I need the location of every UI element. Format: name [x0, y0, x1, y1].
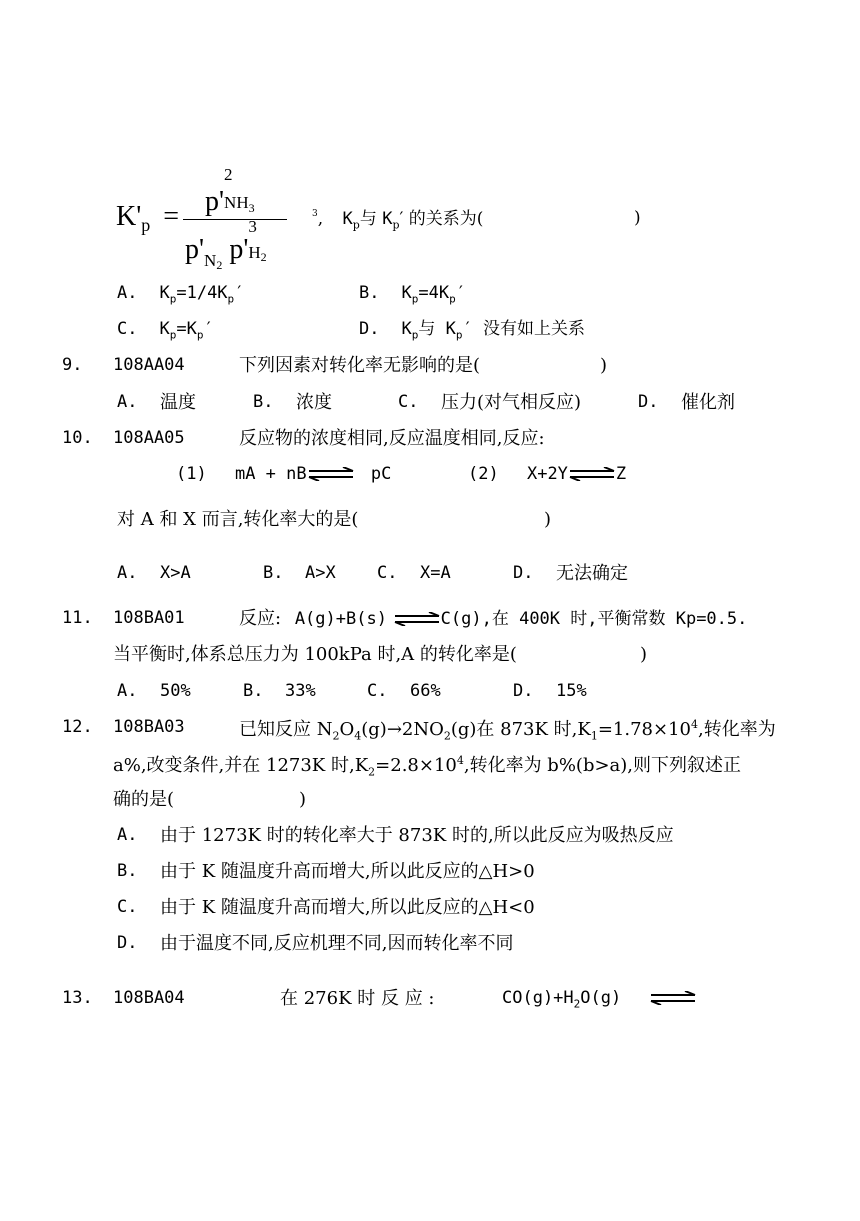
- reaction-left: X+2Y: [526, 464, 568, 484]
- q11-option-a: 50%: [160, 681, 191, 701]
- q13-eq-part: CO(g)+H: [502, 988, 574, 1008]
- q10-question: 对 A 和 X 而言,转化率大的是(: [117, 509, 359, 530]
- q12-sub: 4: [354, 729, 362, 743]
- q9-option-c-letter: C.: [398, 392, 419, 412]
- q10-option-a-letter: A.: [117, 563, 138, 583]
- q12-option-d-letter: D.: [117, 933, 138, 953]
- q12-l2-part: =2.8×10: [375, 755, 457, 776]
- q12-l2-part: ,转化率为 b%(b>a),则下列叙述正: [463, 755, 742, 776]
- q10-option-a: X>A: [160, 563, 191, 583]
- q12-sub: 2: [443, 729, 451, 743]
- q11-eq-left: A(g)+B(s): [294, 609, 387, 629]
- q9-option-d-letter: D.: [638, 392, 659, 412]
- q12-l1-part: ,转化率为: [698, 719, 776, 740]
- lhs-sub: p: [141, 215, 151, 235]
- q11-prefix: 反应:: [239, 608, 282, 629]
- option-sub: p: [455, 328, 463, 342]
- q10-close: ): [544, 509, 552, 530]
- q11-eq-right: C(g),在 400K 时,平衡常数 Kp=0.5.: [440, 609, 748, 629]
- q9-option-d: 催化剂: [681, 392, 735, 413]
- den-exp2: 3: [248, 217, 257, 236]
- q9-text: 下列因素对转化率无影响的是(: [239, 355, 481, 376]
- formula-numerator: [205, 165, 272, 217]
- tail-relation: ′ 的关系为(: [399, 209, 484, 229]
- q12-line2: [113, 755, 741, 778]
- q10-reaction-1: [176, 466, 391, 483]
- formula-denominator: [185, 217, 274, 272]
- reaction-label: (2): [468, 464, 499, 484]
- q11-close: ): [640, 644, 648, 665]
- num-exp: 2: [224, 165, 233, 184]
- q11-option-c-letter: C.: [367, 681, 388, 701]
- q13-equation: [502, 990, 697, 1009]
- equilibrium-arrow-icon: [393, 612, 441, 626]
- tail-k2-sub: p: [392, 218, 400, 232]
- q10-reaction-2: [468, 466, 626, 483]
- q11-option-d: 15%: [556, 681, 587, 701]
- option-prime: ′ 没有如上关系: [462, 319, 585, 339]
- q8-option-d: [359, 321, 585, 340]
- option-sub: p: [449, 292, 456, 306]
- tail-k1-sub: p: [352, 218, 360, 232]
- num-sub: NH: [224, 193, 249, 212]
- num-p: p': [205, 186, 225, 217]
- q10-option-d-letter: D.: [513, 563, 534, 583]
- q12-l1-part: (g)→2NO: [361, 719, 444, 740]
- q13-text: 在 276K 时 反 应 :: [280, 988, 435, 1009]
- q10-option-b: A>X: [305, 563, 336, 583]
- q9-option-b-letter: B.: [253, 392, 274, 412]
- option-prime: ′: [234, 283, 245, 303]
- q13-number: 13.: [62, 988, 93, 1008]
- q12-option-b: 由于 K 随温度升高而增大,所以此反应的△H>0: [160, 861, 535, 882]
- option-k: K: [159, 283, 170, 303]
- option-letter: B.: [359, 283, 380, 303]
- q11-line2: 当平衡时,体系总压力为 100kPa 时,A 的转化率是(: [113, 644, 517, 665]
- equilibrium-arrow-icon: [307, 467, 355, 481]
- q10-option-c-letter: C.: [377, 563, 398, 583]
- num-sub2: 3: [248, 201, 255, 215]
- q12-l1-part: =1.78×10: [597, 719, 691, 740]
- q12-l1-part: 已知反应 N: [239, 719, 333, 740]
- q11-option-b-letter: B.: [243, 681, 264, 701]
- q11-option-d-letter: D.: [513, 681, 534, 701]
- q10-option-b-letter: B.: [263, 563, 284, 583]
- q11-option-a-letter: A.: [117, 681, 138, 701]
- q12-line1: [239, 719, 776, 742]
- den-p1: p': [185, 234, 205, 265]
- q11-number: 11.: [62, 608, 93, 628]
- den-sub1b: 2: [216, 258, 223, 272]
- q9-close: ): [600, 355, 608, 376]
- q11-line1: [239, 610, 747, 628]
- equilibrium-arrow-icon: [568, 467, 616, 481]
- q8-option-c: [117, 321, 214, 340]
- formula-lhs: [116, 203, 179, 234]
- tail-k2: K: [382, 209, 393, 229]
- q12-line3: 确的是(: [113, 789, 175, 810]
- q12-sub: 2: [368, 765, 376, 779]
- tail-k1: K: [342, 209, 353, 229]
- q10-option-d: 无法确定: [556, 563, 628, 584]
- tail-comma: ,: [317, 209, 324, 229]
- q8-option-a: [117, 285, 244, 304]
- option-prime: ′: [203, 319, 214, 339]
- option-letter: D.: [359, 319, 380, 339]
- den-sub1: N: [204, 251, 217, 270]
- formula-tail: [312, 210, 483, 230]
- option-letter: C.: [117, 319, 138, 339]
- option-sub: p: [196, 328, 204, 342]
- q13-eq-part: O(g): [580, 988, 622, 1008]
- option-k: K: [401, 319, 412, 339]
- reaction-right: pC: [370, 464, 392, 484]
- q11-code: 108BA01: [113, 608, 185, 628]
- q12-option-d: 由于温度不同,反应机理不同,因而转化率不同: [160, 933, 514, 954]
- q10-option-c: X=A: [420, 563, 451, 583]
- option-prime: ′: [455, 283, 466, 303]
- q9-option-b: 浓度: [296, 392, 332, 413]
- den-p2: p': [229, 234, 249, 265]
- q10-number: 10.: [62, 428, 93, 448]
- reaction-right: Z: [615, 464, 627, 484]
- den-sub2b: 2: [260, 250, 267, 264]
- q13-code: 108BA04: [113, 988, 185, 1008]
- tail-yu: 与: [359, 209, 377, 229]
- option-sub: p: [411, 328, 419, 342]
- q12-option-b-letter: B.: [117, 861, 138, 881]
- q12-sub: 1: [590, 729, 598, 743]
- option-text: =K: [176, 319, 197, 339]
- q10-text: 反应物的浓度相同,反应温度相同,反应:: [239, 428, 545, 449]
- equals-sign: =: [163, 201, 180, 232]
- option-k: K: [401, 283, 412, 303]
- tail-close: ): [634, 208, 641, 228]
- q11-option-c: 66%: [410, 681, 441, 701]
- option-text: =1/4K: [176, 283, 228, 303]
- tail-sup: 3: [312, 209, 318, 219]
- reaction-label: (1): [176, 464, 207, 484]
- q12-option-c-letter: C.: [117, 897, 138, 917]
- q9-option-a: 温度: [160, 392, 196, 413]
- q12-sup: 4: [691, 718, 698, 731]
- q12-close: ): [299, 789, 307, 810]
- q12-sub: 2: [332, 729, 340, 743]
- option-sub: p: [169, 292, 177, 306]
- den-sub2: H: [248, 243, 261, 262]
- option-text: =4K: [418, 283, 450, 303]
- q9-option-a-letter: A.: [117, 392, 138, 412]
- q9-number: 9.: [62, 355, 83, 375]
- q12-option-a-letter: A.: [117, 825, 138, 845]
- q12-l1-part: (g)在 873K 时,K: [450, 719, 591, 740]
- q12-code: 108BA03: [113, 717, 185, 737]
- q12-number: 12.: [62, 717, 93, 737]
- q11-option-b: 33%: [285, 681, 316, 701]
- q12-l1-part: O: [339, 719, 355, 740]
- q12-sup: 4: [456, 754, 464, 767]
- q10-code: 108AA05: [113, 428, 185, 448]
- q13-sub: 2: [573, 997, 581, 1011]
- fraction-bar: [183, 219, 287, 220]
- q12-option-a: 由于 1273K 时的转化率大于 873K 时的,所以此反应为吸热反应: [160, 825, 674, 846]
- lhs-k: K': [116, 201, 142, 232]
- q9-code: 108AA04: [113, 355, 185, 375]
- q12-l2-part: a%,改变条件,并在 1273K 时,K: [113, 755, 369, 776]
- reaction-left: mA + nB: [234, 464, 307, 484]
- q8-option-b: [359, 285, 466, 304]
- option-sub: p: [227, 292, 235, 306]
- option-k: K: [159, 319, 170, 339]
- equilibrium-arrow-icon: [649, 991, 697, 1005]
- option-text: 与 K: [418, 319, 456, 339]
- option-letter: A.: [117, 283, 138, 303]
- q9-option-c: 压力(对气相反应): [441, 392, 582, 413]
- option-sub: p: [411, 292, 419, 306]
- option-sub: p: [169, 328, 177, 342]
- q12-option-c: 由于 K 随温度升高而增大,所以此反应的△H<0: [160, 897, 535, 918]
